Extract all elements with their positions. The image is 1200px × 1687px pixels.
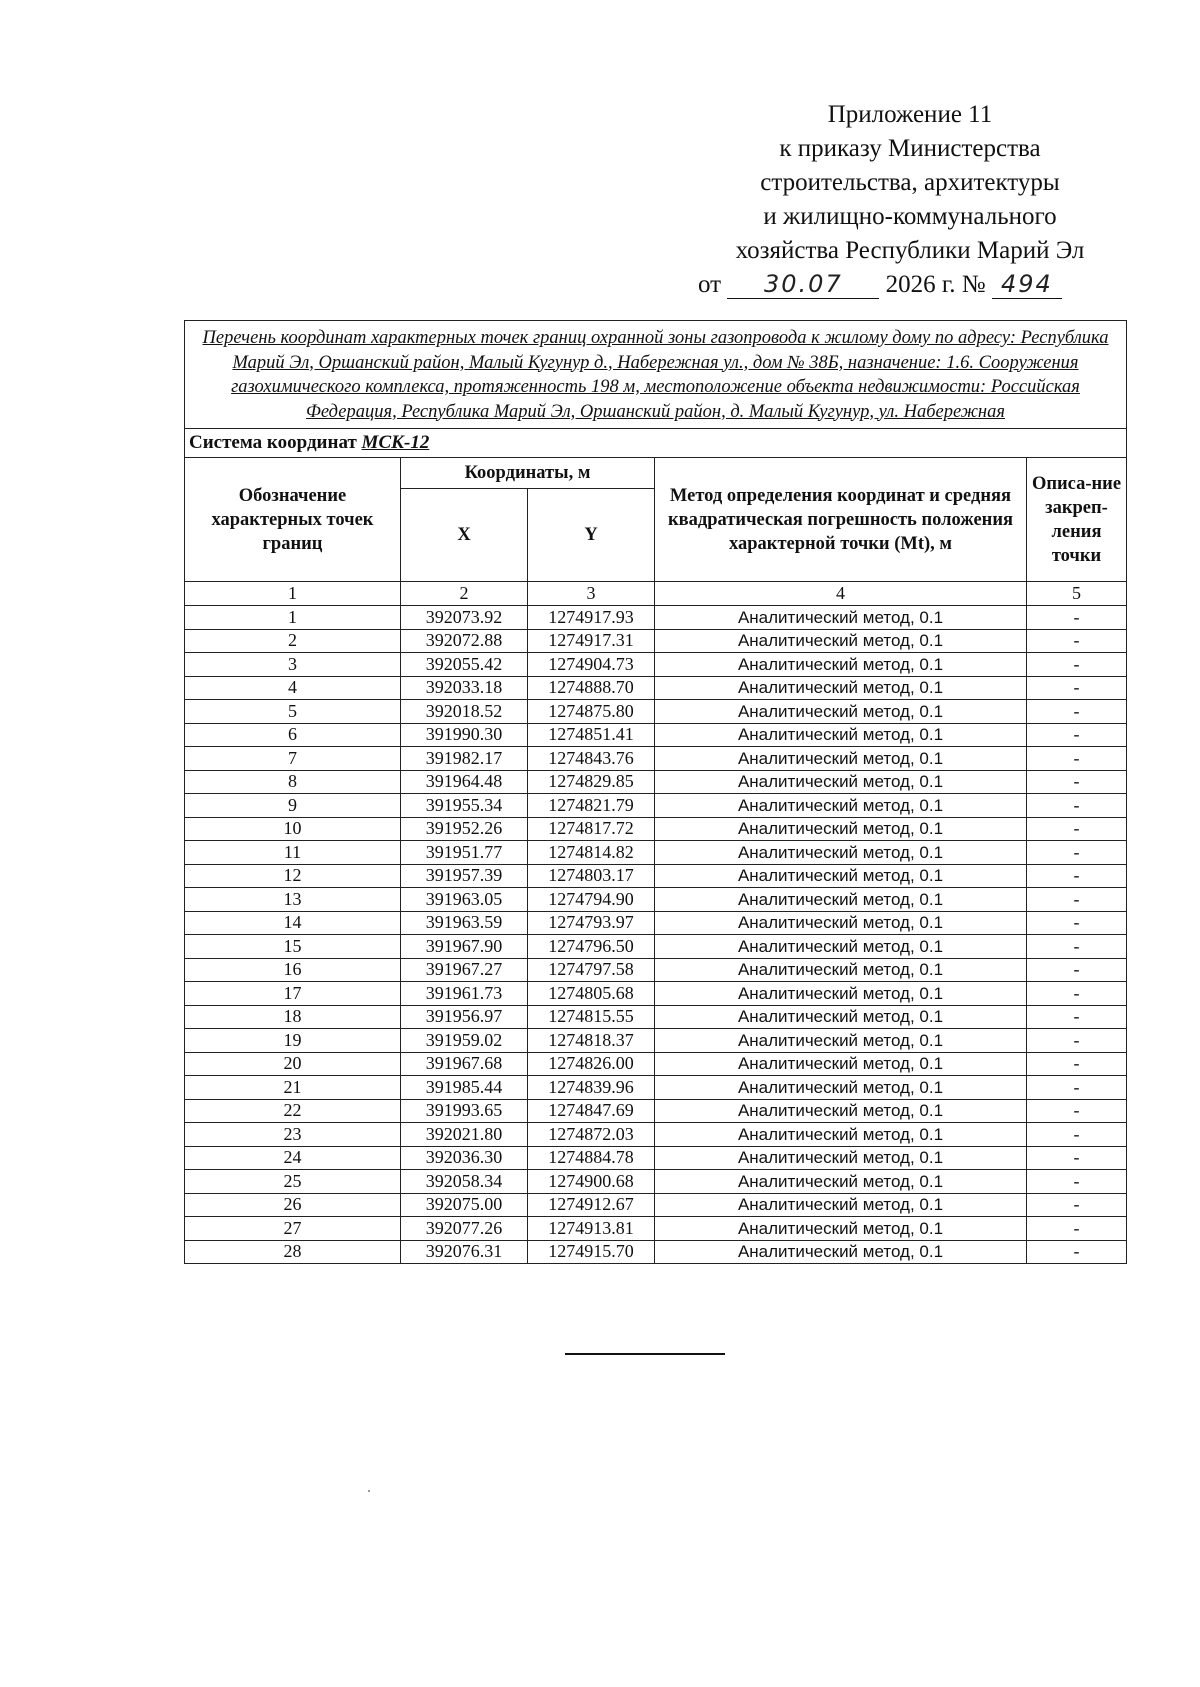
- point-number-cell: 26: [185, 1193, 401, 1217]
- x-coordinate-cell: 391956.97: [401, 1005, 528, 1029]
- description-cell: -: [1027, 1146, 1127, 1170]
- x-coordinate-cell: 392072.88: [401, 629, 528, 653]
- table-row: [185, 1052, 1127, 1076]
- description-cell: -: [1027, 653, 1127, 677]
- method-cell: Аналитический метод, 0.1: [655, 700, 1027, 724]
- description-cell: -: [1027, 1076, 1127, 1100]
- table-row: [185, 1146, 1127, 1170]
- description-cell: -: [1027, 676, 1127, 700]
- x-coordinate-cell: 391985.44: [401, 1076, 528, 1100]
- date-prefix: от: [698, 271, 722, 298]
- header-point: Обозначение характерных точек границ: [185, 458, 401, 582]
- point-number-cell: 16: [185, 958, 401, 982]
- y-coordinate-cell: 1274847.69: [528, 1099, 655, 1123]
- table-row: [185, 817, 1127, 841]
- method-cell: Аналитический метод, 0.1: [655, 794, 1027, 818]
- point-number-cell: 11: [185, 841, 401, 865]
- table-caption: Перечень координат характерных точек границ охранной зоны газопровода к жилому дому по адресу: Республика Марий Эл, Оршанский район, Малый Кугунур д., Набережная ул., дом № 38Б, назначение: 1.6. Сооружения газохимического комплекса, протяженность 198 м, местоположение объекта недвижимости: Российская Федерация, Республика Марий Эл, Оршанский район, д. Малый Кугунур, ул. Набережная: [185, 321, 1127, 429]
- table-row: [185, 1217, 1127, 1241]
- method-cell: Аналитический метод, 0.1: [655, 1052, 1027, 1076]
- description-cell: -: [1027, 888, 1127, 912]
- point-number-cell: 3: [185, 653, 401, 677]
- method-cell: Аналитический метод, 0.1: [655, 982, 1027, 1006]
- description-cell: -: [1027, 958, 1127, 982]
- table-row: [185, 676, 1127, 700]
- appendix-line: Приложение 11: [827, 101, 993, 128]
- method-cell: Аналитический метод, 0.1: [655, 723, 1027, 747]
- x-coordinate-cell: 392021.80: [401, 1123, 528, 1147]
- table-row: [185, 864, 1127, 888]
- x-coordinate-cell: 391951.77: [401, 841, 528, 865]
- x-coordinate-cell: 392036.30: [401, 1146, 528, 1170]
- x-coordinate-cell: 391952.26: [401, 817, 528, 841]
- point-number-cell: 6: [185, 723, 401, 747]
- table-row: [185, 653, 1127, 677]
- description-cell: -: [1027, 700, 1127, 724]
- description-cell: -: [1027, 1217, 1127, 1241]
- method-cell: Аналитический метод, 0.1: [655, 1123, 1027, 1147]
- table-row: [185, 606, 1127, 630]
- column-number: 1: [185, 582, 401, 606]
- table-row: [185, 629, 1127, 653]
- scan-speck: [368, 1490, 370, 1492]
- y-coordinate-cell: 1274917.93: [528, 606, 655, 630]
- description-cell: -: [1027, 1193, 1127, 1217]
- table-row: [185, 794, 1127, 818]
- description-cell: -: [1027, 629, 1127, 653]
- method-cell: Аналитический метод, 0.1: [655, 935, 1027, 959]
- y-coordinate-cell: 1274797.58: [528, 958, 655, 982]
- description-cell: -: [1027, 723, 1127, 747]
- x-coordinate-cell: 392018.52: [401, 700, 528, 724]
- y-coordinate-cell: 1274872.03: [528, 1123, 655, 1147]
- method-cell: Аналитический метод, 0.1: [655, 606, 1027, 630]
- x-coordinate-cell: 392077.26: [401, 1217, 528, 1241]
- method-cell: Аналитический метод, 0.1: [655, 1170, 1027, 1194]
- y-coordinate-cell: 1274912.67: [528, 1193, 655, 1217]
- order-date-line: [690, 268, 1130, 302]
- y-coordinate-cell: 1274851.41: [528, 723, 655, 747]
- point-number-cell: 23: [185, 1123, 401, 1147]
- point-number-cell: 22: [185, 1099, 401, 1123]
- method-cell: Аналитический метод, 0.1: [655, 1146, 1027, 1170]
- coordinates-table: [184, 320, 1127, 1264]
- table-row: [185, 935, 1127, 959]
- table-row: [185, 1076, 1127, 1100]
- method-cell: Аналитический метод, 0.1: [655, 1240, 1027, 1264]
- method-cell: Аналитический метод, 0.1: [655, 864, 1027, 888]
- table-row: [185, 958, 1127, 982]
- point-number-cell: 7: [185, 747, 401, 771]
- y-coordinate-cell: 1274829.85: [528, 770, 655, 794]
- point-number-cell: 12: [185, 864, 401, 888]
- description-cell: -: [1027, 864, 1127, 888]
- description-cell: -: [1027, 1123, 1127, 1147]
- table-body: [185, 606, 1127, 1264]
- x-coordinate-cell: 392073.92: [401, 606, 528, 630]
- header-row: [185, 458, 1127, 489]
- y-coordinate-cell: 1274814.82: [528, 841, 655, 865]
- x-coordinate-cell: 391967.90: [401, 935, 528, 959]
- method-cell: Аналитический метод, 0.1: [655, 747, 1027, 771]
- y-coordinate-cell: 1274915.70: [528, 1240, 655, 1264]
- description-cell: -: [1027, 1005, 1127, 1029]
- header-x: X: [401, 489, 528, 582]
- header-coords: Координаты, м: [401, 458, 655, 489]
- table-row: [185, 841, 1127, 865]
- coordinate-system-value: МСК-12: [361, 432, 430, 453]
- y-coordinate-cell: 1274796.50: [528, 935, 655, 959]
- table-row: [185, 1029, 1127, 1053]
- method-cell: Аналитический метод, 0.1: [655, 653, 1027, 677]
- point-number-cell: 1: [185, 606, 401, 630]
- table-row: [185, 1170, 1127, 1194]
- y-coordinate-cell: 1274805.68: [528, 982, 655, 1006]
- appendix-header: [690, 98, 1130, 302]
- point-number-cell: 15: [185, 935, 401, 959]
- column-number: 2: [401, 582, 528, 606]
- y-coordinate-cell: 1274815.55: [528, 1005, 655, 1029]
- x-coordinate-cell: 392076.31: [401, 1240, 528, 1264]
- column-number-row: [185, 582, 1127, 606]
- appendix-line: и жилищно-коммунального: [763, 203, 1057, 230]
- point-number-cell: 4: [185, 676, 401, 700]
- table-row: [185, 911, 1127, 935]
- x-coordinate-cell: 392033.18: [401, 676, 528, 700]
- y-coordinate-cell: 1274884.78: [528, 1146, 655, 1170]
- y-coordinate-cell: 1274793.97: [528, 911, 655, 935]
- description-cell: -: [1027, 1052, 1127, 1076]
- point-number-cell: 10: [185, 817, 401, 841]
- description-cell: -: [1027, 841, 1127, 865]
- x-coordinate-cell: 392075.00: [401, 1193, 528, 1217]
- description-cell: -: [1027, 982, 1127, 1006]
- point-number-cell: 9: [185, 794, 401, 818]
- y-coordinate-cell: 1274794.90: [528, 888, 655, 912]
- table-row: [185, 982, 1127, 1006]
- description-cell: -: [1027, 1029, 1127, 1053]
- description-cell: -: [1027, 770, 1127, 794]
- y-coordinate-cell: 1274817.72: [528, 817, 655, 841]
- table-row: [185, 1240, 1127, 1264]
- x-coordinate-cell: 391955.34: [401, 794, 528, 818]
- closing-rule: [565, 1353, 725, 1355]
- method-cell: Аналитический метод, 0.1: [655, 629, 1027, 653]
- y-coordinate-cell: 1274917.31: [528, 629, 655, 653]
- method-cell: Аналитический метод, 0.1: [655, 1076, 1027, 1100]
- point-number-cell: 5: [185, 700, 401, 724]
- method-cell: Аналитический метод, 0.1: [655, 1193, 1027, 1217]
- table-row: [185, 888, 1127, 912]
- x-coordinate-cell: 391964.48: [401, 770, 528, 794]
- x-coordinate-cell: 391993.65: [401, 1099, 528, 1123]
- y-coordinate-cell: 1274913.81: [528, 1217, 655, 1241]
- method-cell: Аналитический метод, 0.1: [655, 958, 1027, 982]
- point-number-cell: 28: [185, 1240, 401, 1264]
- description-cell: -: [1027, 747, 1127, 771]
- coordinate-system-row: [185, 429, 1127, 458]
- description-cell: -: [1027, 1099, 1127, 1123]
- description-cell: -: [1027, 817, 1127, 841]
- coordinate-system-cell: [185, 429, 1127, 458]
- y-coordinate-cell: 1274904.73: [528, 653, 655, 677]
- x-coordinate-cell: 391967.27: [401, 958, 528, 982]
- x-coordinate-cell: 391963.59: [401, 911, 528, 935]
- year-text: 2026 г. №: [885, 271, 986, 298]
- description-cell: -: [1027, 794, 1127, 818]
- description-cell: -: [1027, 1170, 1127, 1194]
- description-cell: -: [1027, 935, 1127, 959]
- point-number-cell: 25: [185, 1170, 401, 1194]
- x-coordinate-cell: 391959.02: [401, 1029, 528, 1053]
- y-coordinate-cell: 1274821.79: [528, 794, 655, 818]
- point-number-cell: 14: [185, 911, 401, 935]
- table-row: [185, 723, 1127, 747]
- point-number-cell: 19: [185, 1029, 401, 1053]
- method-cell: Аналитический метод, 0.1: [655, 770, 1027, 794]
- point-number-cell: 17: [185, 982, 401, 1006]
- x-coordinate-cell: 391961.73: [401, 982, 528, 1006]
- caption-row: [185, 321, 1127, 429]
- y-coordinate-cell: 1274818.37: [528, 1029, 655, 1053]
- y-coordinate-cell: 1274826.00: [528, 1052, 655, 1076]
- method-cell: Аналитический метод, 0.1: [655, 1217, 1027, 1241]
- method-cell: Аналитический метод, 0.1: [655, 1005, 1027, 1029]
- x-coordinate-cell: 391982.17: [401, 747, 528, 771]
- table-row: [185, 1123, 1127, 1147]
- handwritten-order-number: 494: [992, 270, 1062, 299]
- description-cell: -: [1027, 606, 1127, 630]
- y-coordinate-cell: 1274875.80: [528, 700, 655, 724]
- table-row: [185, 1193, 1127, 1217]
- point-number-cell: 8: [185, 770, 401, 794]
- point-number-cell: 27: [185, 1217, 401, 1241]
- method-cell: Аналитический метод, 0.1: [655, 676, 1027, 700]
- column-number: 4: [655, 582, 1027, 606]
- point-number-cell: 13: [185, 888, 401, 912]
- appendix-line: строительства, архитектуры: [760, 169, 1060, 196]
- x-coordinate-cell: 392058.34: [401, 1170, 528, 1194]
- point-number-cell: 24: [185, 1146, 401, 1170]
- x-coordinate-cell: 392055.42: [401, 653, 528, 677]
- method-cell: Аналитический метод, 0.1: [655, 1029, 1027, 1053]
- coordinate-system-label: Система координат: [189, 432, 357, 453]
- point-number-cell: 20: [185, 1052, 401, 1076]
- column-number: 5: [1027, 582, 1127, 606]
- table-row: [185, 700, 1127, 724]
- column-number: 3: [528, 582, 655, 606]
- method-cell: Аналитический метод, 0.1: [655, 1099, 1027, 1123]
- y-coordinate-cell: 1274900.68: [528, 1170, 655, 1194]
- method-cell: Аналитический метод, 0.1: [655, 911, 1027, 935]
- x-coordinate-cell: 391957.39: [401, 864, 528, 888]
- point-number-cell: 2: [185, 629, 401, 653]
- header-method: Метод определения координат и средняя квадратическая погрешность положения характерной точки (Mt), м: [655, 458, 1027, 582]
- description-cell: -: [1027, 911, 1127, 935]
- x-coordinate-cell: 391967.68: [401, 1052, 528, 1076]
- header-y: Y: [528, 489, 655, 582]
- table-row: [185, 1005, 1127, 1029]
- point-number-cell: 21: [185, 1076, 401, 1100]
- table-row: [185, 1099, 1127, 1123]
- method-cell: Аналитический метод, 0.1: [655, 817, 1027, 841]
- method-cell: Аналитический метод, 0.1: [655, 888, 1027, 912]
- handwritten-date: 30.07: [727, 270, 879, 299]
- table-row: [185, 747, 1127, 771]
- point-number-cell: 18: [185, 1005, 401, 1029]
- header-description: Описа-ние закреп-ления точки: [1027, 458, 1127, 582]
- y-coordinate-cell: 1274839.96: [528, 1076, 655, 1100]
- appendix-line: хозяйства Республики Марий Эл: [735, 237, 1085, 264]
- appendix-line: к приказу Министерства: [779, 135, 1041, 162]
- table-row: [185, 770, 1127, 794]
- y-coordinate-cell: 1274843.76: [528, 747, 655, 771]
- x-coordinate-cell: 391963.05: [401, 888, 528, 912]
- x-coordinate-cell: 391990.30: [401, 723, 528, 747]
- description-cell: -: [1027, 1240, 1127, 1264]
- y-coordinate-cell: 1274803.17: [528, 864, 655, 888]
- method-cell: Аналитический метод, 0.1: [655, 841, 1027, 865]
- y-coordinate-cell: 1274888.70: [528, 676, 655, 700]
